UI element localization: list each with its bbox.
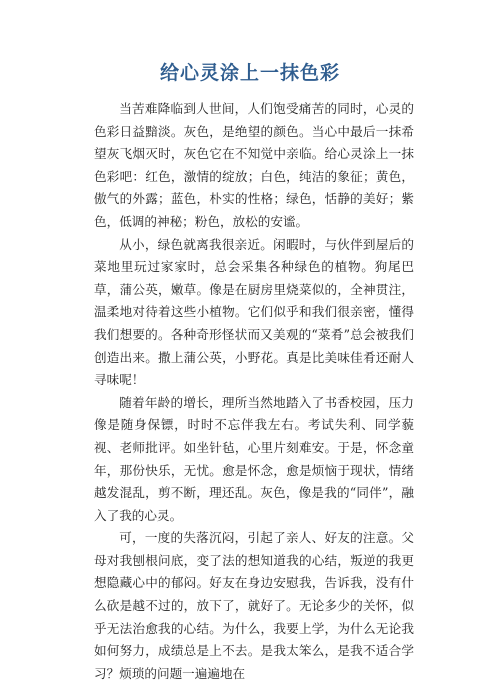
paragraph-2: 从小，绿色就离我很亲近。闲暇时，与伙伴到屋后的菜地里玩过家家时，总会采集各种绿色的植物。狗尾巴草，蒲公英，嫩草。像是在厨房里烧菜似的，全神贯注，温柔地对待着这些小植物。它们似乎和我们很亲密，懂得我们想要的。各种奇形怪状而又美观的“菜肴”总会被我们创造出来。撒上蒲公英，小野花。真是比美味佳肴还耐人寻味呢！ [94,236,414,388]
article-title: 给心灵涂上一抹色彩 [159,62,340,84]
paragraph-4: 可，一度的失落沉闷，引起了亲人、好友的注意。父母对我刨根问底，变了法的想知道我的心结，叛逆的我更想隐藏心中的郁闷。好友在身边安慰我，告诉我，没有什么砍是越不过的，放下了，就好了。无论多少的关怀，似乎无法治愈我的心结。为什么，我要上学，为什么无论我如何努力，成绩总是上不去。是我太笨么，是我不适合学习？烦琐的问题一遍遍地在 [94,530,414,681]
paragraph-3: 随着年龄的增长，理所当然地踏入了书香校园，压力像是随身保镖，时时不忘伴我左右。考试失利、同学藐视、老师批评。如坐针毡，心里片刻难安。于是，怀念童年，那份快乐，无忧。愈是怀念，愈是烦恼于现状，情绪越发混乱，剪不断，理还乱。灰色，像是我的“同伴”，融入了我的心灵。 [94,394,414,523]
article-body [94,98,414,685]
paragraph-1: 当苦难降临到人世间，人们饱受痛苦的同时，心灵的色彩日益黯淡。灰色，是绝望的颜色。当心中最后一抹希望灰飞烟灭时，灰色它在不知觉中亲临。给心灵涂上一抹色彩吧：红色，激情的绽放；白色，纯洁的象征；黄色，傲气的外露；蓝色，朴实的性格；绿色，恬静的美好；紫色，低调的神秘；粉色，放松的安谧。 [94,101,414,229]
